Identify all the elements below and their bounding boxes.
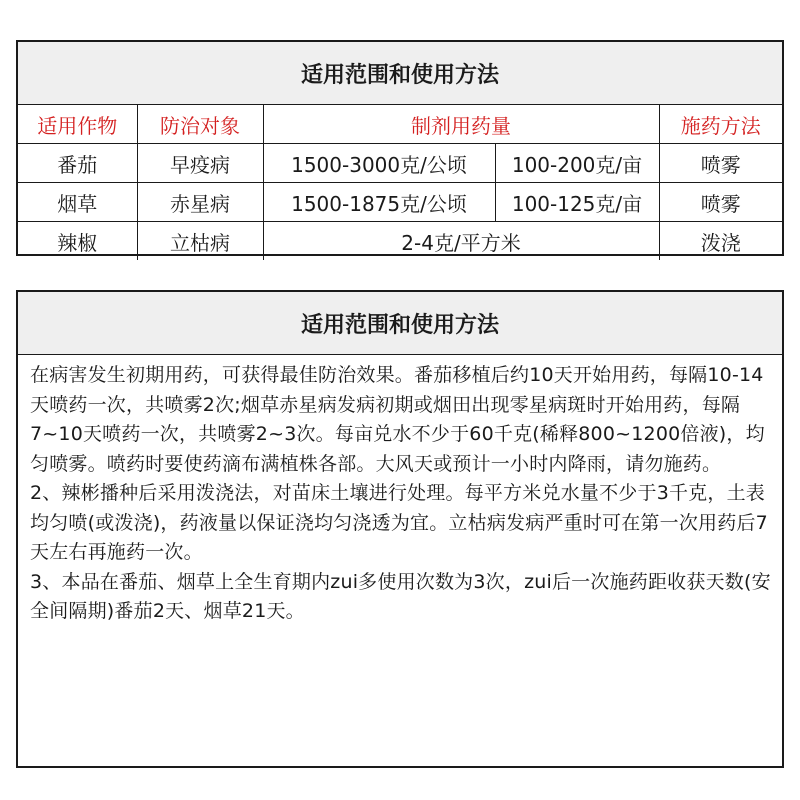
- cell-dose-ha: 1500-1875克/公顷: [263, 183, 495, 222]
- cell-method: 喷雾: [659, 144, 782, 183]
- instruction-paragraph-2: 2、辣彬播种后采用泼浇法，对苗床土壤进行处理。每平方米兑水量不少于3千克，土表均匀喷(或泼浇)，药液量以保证浇均匀浇透为宜。立枯病发病严重时可在第一次用药后7天左右再施药一次。: [30, 482, 768, 563]
- cell-dose-mu: 100-200克/亩: [495, 144, 659, 183]
- header-crop: 适用作物: [18, 105, 137, 144]
- table-row: [18, 183, 782, 222]
- cell-target: 早疫病: [137, 144, 263, 183]
- cell-dose-combined: 2-4克/平方米: [263, 222, 659, 261]
- cell-target: 赤星病: [137, 183, 263, 222]
- instructions-body: [18, 355, 782, 627]
- table-row: [18, 144, 782, 183]
- cell-crop: 辣椒: [18, 222, 137, 261]
- cell-method: 泼浇: [659, 222, 782, 261]
- cell-target: 立枯病: [137, 222, 263, 261]
- table-title: 适用范围和使用方法: [18, 42, 782, 105]
- instruction-paragraph-1: 在病害发生初期用药，可获得最佳防治效果。番茄移植后约10天开始用药，每隔10-14天喷药一次，共喷雾2次;烟草赤星病发病初期或烟田出现零星病斑时开始用药，每隔7~10天喷药一次，共喷雾2~3次。每亩兑水不少于60千克(稀释800~1200倍液)，均匀喷雾。喷药时要使药滴布满植株各部。大风天或预计一小时内降雨，请勿施药。: [30, 364, 765, 475]
- cell-dose-mu: 100-125克/亩: [495, 183, 659, 222]
- table-header-row: [18, 105, 782, 144]
- cell-method: 喷雾: [659, 183, 782, 222]
- instructions-title: 适用范围和使用方法: [18, 292, 782, 355]
- header-method: 施药方法: [659, 105, 782, 144]
- cell-crop: 番茄: [18, 144, 137, 183]
- usage-table-grid: [18, 42, 782, 260]
- header-dosage: 制剂用药量: [263, 105, 659, 144]
- table-title-row: [18, 42, 782, 105]
- cell-dose-ha: 1500-3000克/公顷: [263, 144, 495, 183]
- cell-crop: 烟草: [18, 183, 137, 222]
- table-row: [18, 222, 782, 261]
- usage-table: [16, 40, 784, 256]
- header-target: 防治对象: [137, 105, 263, 144]
- usage-instructions: [16, 290, 784, 768]
- instruction-paragraph-3: 3、本品在番茄、烟草上全生育期内zui多使用次数为3次，zui后一次施药距收获天数(安全间隔期)番茄2天、烟草21天。: [30, 570, 771, 622]
